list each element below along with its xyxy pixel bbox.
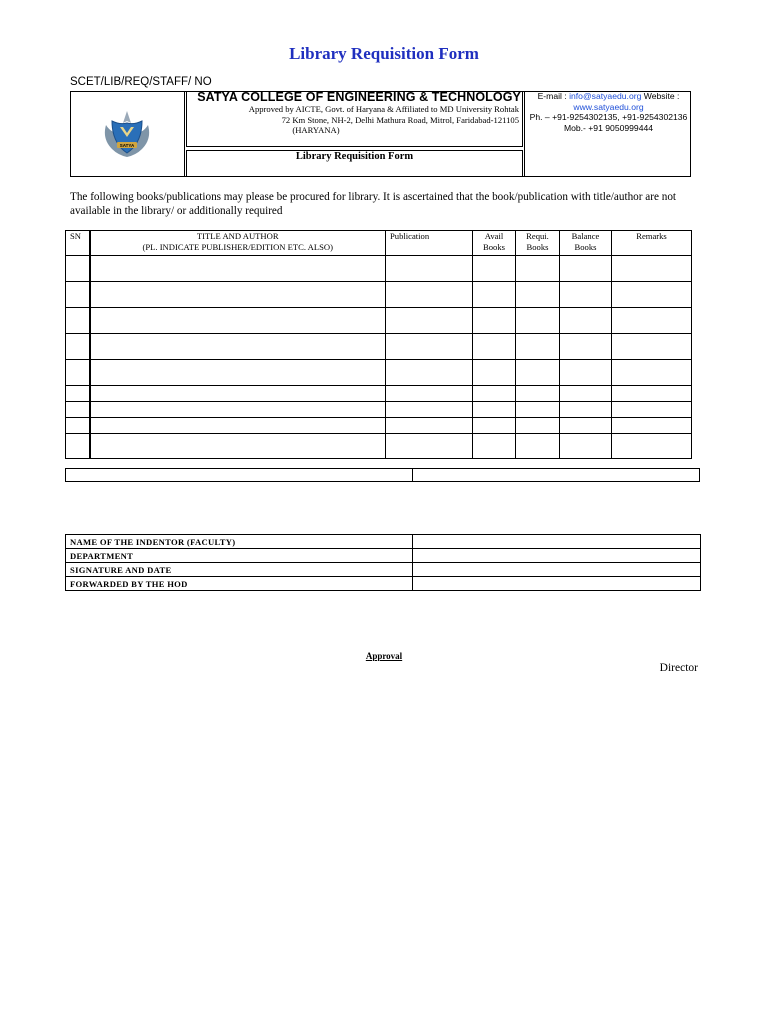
- col-header-requi-books: [516, 231, 560, 256]
- logo-text: SATYA: [119, 143, 135, 148]
- col-header-publication: Publication: [386, 231, 473, 256]
- table-row[interactable]: [66, 360, 692, 386]
- indentor-table-wrapper: [65, 534, 700, 591]
- indentor-name-field[interactable]: [413, 535, 701, 549]
- director-signature-label: Director: [659, 662, 698, 674]
- cell-publication[interactable]: [386, 402, 473, 418]
- email-label: E-mail :: [537, 91, 567, 101]
- cell-sn[interactable]: [66, 386, 90, 402]
- cell-title-author[interactable]: [90, 282, 386, 308]
- cell-requi[interactable]: [516, 402, 560, 418]
- cell-avail[interactable]: [473, 360, 516, 386]
- cell-remarks[interactable]: [612, 308, 692, 334]
- col-header-balance-line1: Balance: [571, 231, 600, 241]
- cell-avail[interactable]: [473, 418, 516, 434]
- cell-publication[interactable]: [386, 418, 473, 434]
- cell-remarks[interactable]: [612, 282, 692, 308]
- cell-title-author[interactable]: [90, 308, 386, 334]
- college-address: 72 Km Stone, NH-2, Delhi Mathura Road, Mitrol, Faridabad-121105: [281, 115, 519, 125]
- table-row[interactable]: [66, 402, 692, 418]
- requisition-table-wrapper: [65, 230, 691, 459]
- cell-balance[interactable]: [560, 386, 612, 402]
- indentor-name-label: NAME OF THE INDENTOR (FACULTY): [66, 535, 413, 549]
- indentor-table: [65, 534, 701, 591]
- college-state: (HARYANA): [292, 125, 340, 135]
- cell-sn[interactable]: [66, 256, 90, 282]
- cell-balance[interactable]: [560, 256, 612, 282]
- signature-row: [66, 563, 701, 577]
- table-row[interactable]: [66, 434, 692, 459]
- cell-title-author[interactable]: [90, 434, 386, 459]
- cell-publication[interactable]: [386, 360, 473, 386]
- signature-label: SIGNATURE AND DATE: [66, 563, 413, 577]
- department-row: [66, 549, 701, 563]
- cell-publication[interactable]: [386, 256, 473, 282]
- cell-balance[interactable]: [560, 434, 612, 459]
- col-header-balance-books: [560, 231, 612, 256]
- website-link[interactable]: www.satyaedu.org: [573, 101, 644, 112]
- table-footer-divider: [412, 468, 413, 482]
- cell-remarks[interactable]: [612, 402, 692, 418]
- cell-requi[interactable]: [516, 360, 560, 386]
- cell-avail[interactable]: [473, 386, 516, 402]
- cell-balance[interactable]: [560, 418, 612, 434]
- col-header-avail-books: [473, 231, 516, 256]
- col-header-avail-line1: Avail: [484, 231, 504, 241]
- table-row[interactable]: [66, 256, 692, 282]
- cell-requi[interactable]: [516, 256, 560, 282]
- col-header-requi-line2: Books: [526, 241, 549, 252]
- indentor-name-row: [66, 535, 701, 549]
- cell-sn[interactable]: [66, 282, 90, 308]
- cell-remarks[interactable]: [612, 360, 692, 386]
- cell-title-author[interactable]: [90, 418, 386, 434]
- form-title: Library Requisition Form: [289, 44, 479, 63]
- cell-remarks[interactable]: [612, 418, 692, 434]
- department-label: DEPARTMENT: [66, 549, 413, 563]
- table-row[interactable]: [66, 308, 692, 334]
- cell-sn[interactable]: [66, 308, 90, 334]
- cell-requi[interactable]: [516, 334, 560, 360]
- cell-requi[interactable]: [516, 308, 560, 334]
- cell-requi[interactable]: [516, 386, 560, 402]
- cell-title-author[interactable]: [90, 402, 386, 418]
- cell-avail[interactable]: [473, 256, 516, 282]
- cell-requi[interactable]: [516, 434, 560, 459]
- cell-remarks[interactable]: [612, 334, 692, 360]
- table-row[interactable]: [66, 282, 692, 308]
- cell-avail[interactable]: [473, 334, 516, 360]
- col-header-avail-line2: Books: [483, 241, 505, 252]
- cell-publication[interactable]: [386, 434, 473, 459]
- col-header-title-line1: TITLE AND AUTHOR: [196, 231, 279, 241]
- cell-sn[interactable]: [66, 434, 90, 459]
- forwarded-label: FORWARDED BY THE HOD: [66, 577, 413, 591]
- cell-requi[interactable]: [516, 282, 560, 308]
- department-field[interactable]: [413, 549, 701, 563]
- table-row[interactable]: [66, 418, 692, 434]
- col-header-title-author: [90, 231, 386, 256]
- cell-remarks[interactable]: [612, 386, 692, 402]
- table-header-row: [66, 231, 692, 256]
- email-link[interactable]: info@satyaedu.org: [569, 91, 642, 101]
- cell-sn[interactable]: [66, 360, 90, 386]
- cell-requi[interactable]: [516, 418, 560, 434]
- col-header-remarks: Remarks: [612, 231, 692, 256]
- cell-avail[interactable]: [473, 282, 516, 308]
- signature-field[interactable]: [413, 563, 701, 577]
- col-header-requi-line1: Requi.: [526, 231, 549, 241]
- cell-title-author[interactable]: [90, 386, 386, 402]
- cell-title-author[interactable]: [90, 256, 386, 282]
- college-logo: [98, 109, 156, 159]
- table-row[interactable]: [66, 334, 692, 360]
- reference-number: SCET/LIB/REQ/STAFF/ NO: [70, 76, 212, 88]
- intro-paragraph: The following books/publications may please be procured for library. It is ascertained that the book/publication with title/author are not available in the library/ or additionally required: [70, 191, 677, 217]
- approval-statement: Approved by AICTE, Govt. of Haryana & Affiliated to MD University Rohtak: [248, 104, 519, 114]
- college-name: SATYA COLLEGE OF ENGINEERING & TECHNOLOGY: [197, 90, 521, 104]
- phone-numbers: Ph. – +91-9254302135, +91-9254302136: [529, 112, 688, 123]
- cell-publication[interactable]: [386, 282, 473, 308]
- approval-heading: Approval: [365, 651, 403, 661]
- cell-balance[interactable]: [560, 360, 612, 386]
- cell-avail[interactable]: [473, 308, 516, 334]
- cell-avail[interactable]: [473, 402, 516, 418]
- cell-sn[interactable]: [66, 334, 90, 360]
- contact-email-line: [526, 91, 691, 102]
- table-row[interactable]: [66, 386, 692, 402]
- cell-title-author[interactable]: [90, 360, 386, 386]
- col-header-title-line2: (PL. INDICATE PUBLISHER/EDITION ETC. ALSO): [142, 241, 333, 252]
- col-header-balance-line2: Books: [574, 241, 597, 252]
- contact-block: [526, 91, 691, 133]
- requisition-table: [65, 230, 692, 459]
- cell-title-author[interactable]: [90, 334, 386, 360]
- forwarded-field[interactable]: [413, 577, 701, 591]
- cell-balance[interactable]: [560, 402, 612, 418]
- cell-sn[interactable]: [66, 402, 90, 418]
- cell-balance[interactable]: [560, 334, 612, 360]
- cell-balance[interactable]: [560, 282, 612, 308]
- cell-publication[interactable]: [386, 308, 473, 334]
- forwarded-row: [66, 577, 701, 591]
- website-label: Website :: [643, 91, 680, 101]
- cell-sn[interactable]: [66, 418, 90, 434]
- letterhead-form-title: Library Requisition Form: [295, 151, 414, 162]
- cell-remarks[interactable]: [612, 434, 692, 459]
- cell-remarks[interactable]: [612, 256, 692, 282]
- cell-balance[interactable]: [560, 308, 612, 334]
- cell-publication[interactable]: [386, 334, 473, 360]
- table-footer-row: [65, 468, 700, 482]
- cell-avail[interactable]: [473, 434, 516, 459]
- cell-publication[interactable]: [386, 386, 473, 402]
- mobile-number: Mob.- +91 9050999444: [563, 122, 654, 133]
- col-header-sn: SN: [66, 231, 90, 256]
